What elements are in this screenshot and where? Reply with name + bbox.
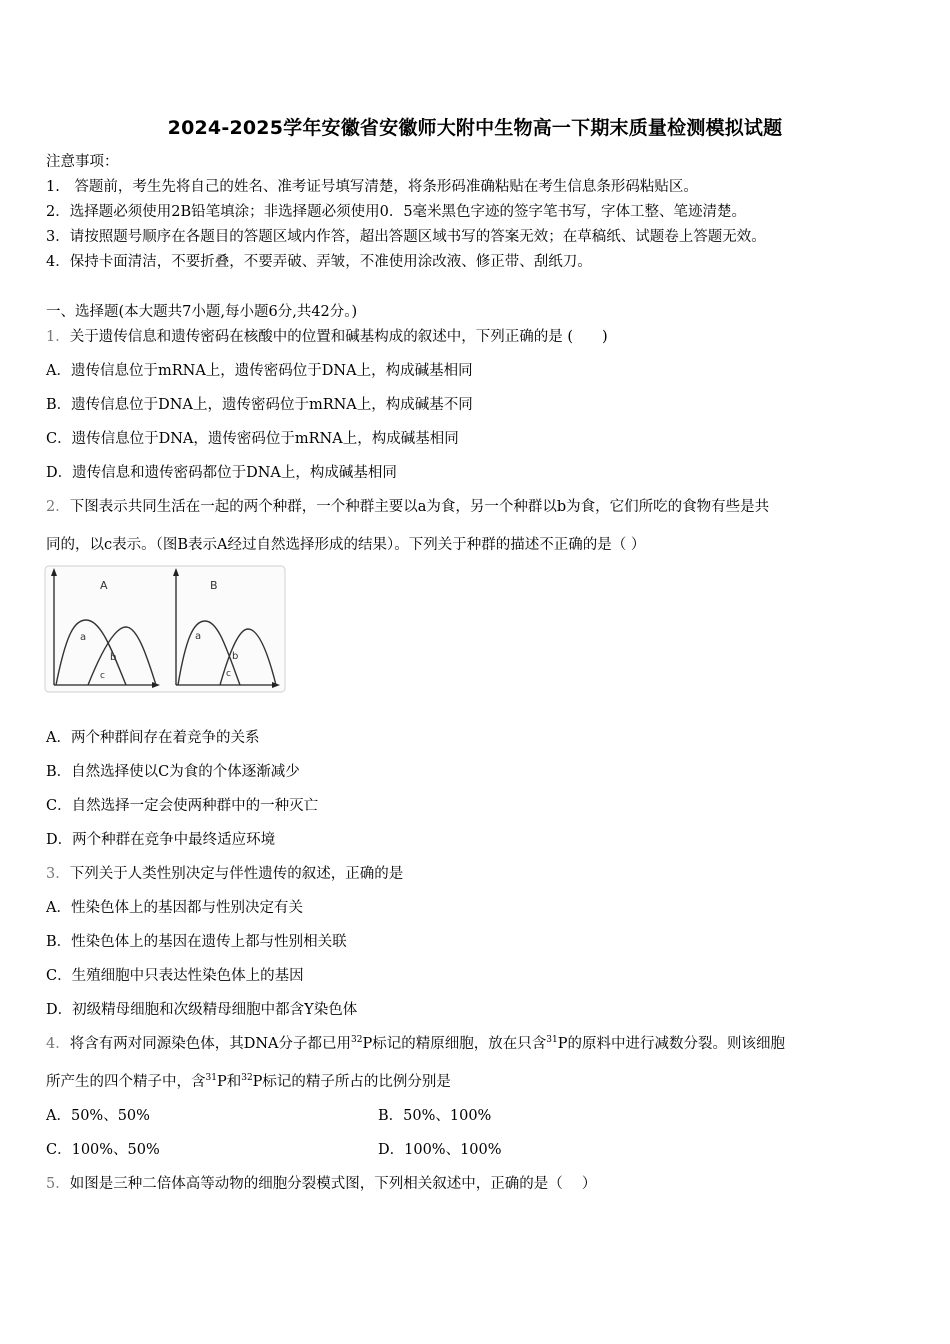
section-heading: 一、选择题(本大题共7小题,每小题6分,共42分。) — [46, 304, 358, 320]
question-text: P和 — [216, 1074, 242, 1090]
q1-option-b: B．遗传信息位于DNA上，遗传密码位于mRNA上，构成碱基不同 — [46, 397, 473, 413]
q4-option-a: A．50%、50% — [46, 1108, 150, 1124]
question-number: 1． — [46, 329, 70, 345]
q1-option-d: D．遗传信息和遗传密码都位于DNA上，构成碱基相同 — [46, 465, 397, 481]
question-text: 关于遗传信息和遗传密码在核酸中的位置和碱基构成的叙述中，下列正确的是 ( ) — [69, 329, 608, 345]
notice-heading: 注意事项： — [46, 154, 119, 170]
q3-option-d: D．初级精母细胞和次级精母细胞中都含Y染色体 — [46, 1002, 358, 1018]
isotope-superscript: 32 — [241, 1073, 253, 1083]
question-1-stem — [46, 327, 608, 347]
question-text: P的原料中进行减数分裂。则该细胞 — [557, 1036, 785, 1052]
q3-option-b: B．性染色体上的基因在遗传上都与性别相关联 — [46, 934, 347, 950]
q1-option-c: C．遗传信息位于DNA，遗传密码位于mRNA上，构成碱基相同 — [46, 431, 459, 447]
question-number: 4． — [46, 1036, 70, 1052]
isotope-superscript: 31 — [546, 1035, 558, 1045]
q2-option-b: B．自然选择使以C为食的个体逐渐减少 — [46, 764, 300, 780]
q2-option-a: A．两个种群间存在着竞争的关系 — [46, 730, 260, 746]
question-text: P标记的精子所占的比例分别是 — [252, 1074, 451, 1090]
question-number: 2． — [46, 499, 70, 515]
question-text: 所产生的四个精子中，含 — [46, 1074, 206, 1090]
notice-item-2: 2．选择题必须使用2B铅笔填涂；非选择题必须使用0．5毫米黑色字迹的签字笔书写，字体工整、笔迹清楚。 — [46, 204, 747, 220]
q4-option-b: B．50%、100% — [378, 1108, 492, 1124]
question-5-stem — [46, 1174, 596, 1194]
question-text: 下图表示共同生活在一起的两个种群，一个种群主要以a为食，另一个种群以b为食，它们所吃的食物有些是共 — [69, 499, 770, 515]
question-text: 下列关于人类性别决定与伴性遗传的叙述，正确的是 — [69, 866, 404, 882]
q4-option-c: C．100%、50% — [46, 1142, 160, 1158]
panel-a-curve-b-label: b — [110, 652, 117, 663]
panel-a-overlap-c-label: c — [100, 671, 105, 681]
notice-item-3: 3．请按照题号顺序在各题目的答题区域内作答，超出答题区域书写的答案无效；在草稿纸、试题卷上答题无效。 — [46, 229, 766, 245]
q2-option-c: C．自然选择一定会使两种群中的一种灭亡 — [46, 798, 319, 814]
page-title: 2024-2025学年安徽省安徽师大附中生物高一下期末质量检测模拟试题 — [167, 117, 783, 139]
question-3-stem — [46, 864, 403, 884]
isotope-superscript: 32 — [351, 1035, 363, 1045]
question-text: P标记的精原细胞，放在只含 — [362, 1036, 547, 1052]
q2-option-d: D．两个种群在竞争中最终适应环境 — [46, 832, 276, 848]
question-4-stem-line2 — [46, 1072, 451, 1092]
question-2-stem-line1 — [46, 497, 769, 517]
question-text: 如图是三种二倍体高等动物的细胞分裂模式图，下列相关叙述中，正确的是（ ） — [69, 1176, 597, 1192]
panel-a-curve-a-label: a — [80, 632, 87, 643]
question-4-stem-line1 — [46, 1034, 785, 1054]
panel-b-curve-a-label: a — [195, 631, 202, 642]
q4-option-d: D．100%、100% — [378, 1142, 502, 1158]
isotope-superscript: 31 — [205, 1073, 217, 1083]
question-number: 3． — [46, 866, 70, 882]
panel-b-overlap-c-label: c — [226, 669, 231, 679]
q3-option-c: C．生殖细胞中只表达性染色体上的基因 — [46, 968, 304, 984]
panel-a-label: A — [100, 579, 108, 592]
panel-b-label: B — [210, 579, 218, 592]
q1-option-a: A．遗传信息位于mRNA上，遗传密码位于DNA上，构成碱基相同 — [46, 363, 473, 379]
q3-option-a: A．性染色体上的基因都与性别决定有关 — [46, 900, 303, 916]
panel-b-curve-b-label: b — [232, 651, 239, 662]
notice-item-1: 1. 答题前，考生先将自己的姓名、准考证号填写清楚，将条形码准确粘贴在考生信息条形码粘贴区。 — [46, 179, 698, 195]
question-text: 将含有两对同源染色体，其DNA分子都已用 — [69, 1036, 352, 1052]
notice-item-4: 4．保持卡面清洁，不要折叠，不要弄破、弄皱，不准使用涂改液、修正带、刮纸刀。 — [46, 254, 592, 270]
question-number: 5． — [46, 1176, 70, 1192]
population-niche-figure — [44, 565, 288, 695]
question-2-stem-line2: 同的，以c表示。（图B表示A经过自然选择形成的结果）。下列关于种群的描述不正确的是（ ） — [46, 537, 646, 553]
